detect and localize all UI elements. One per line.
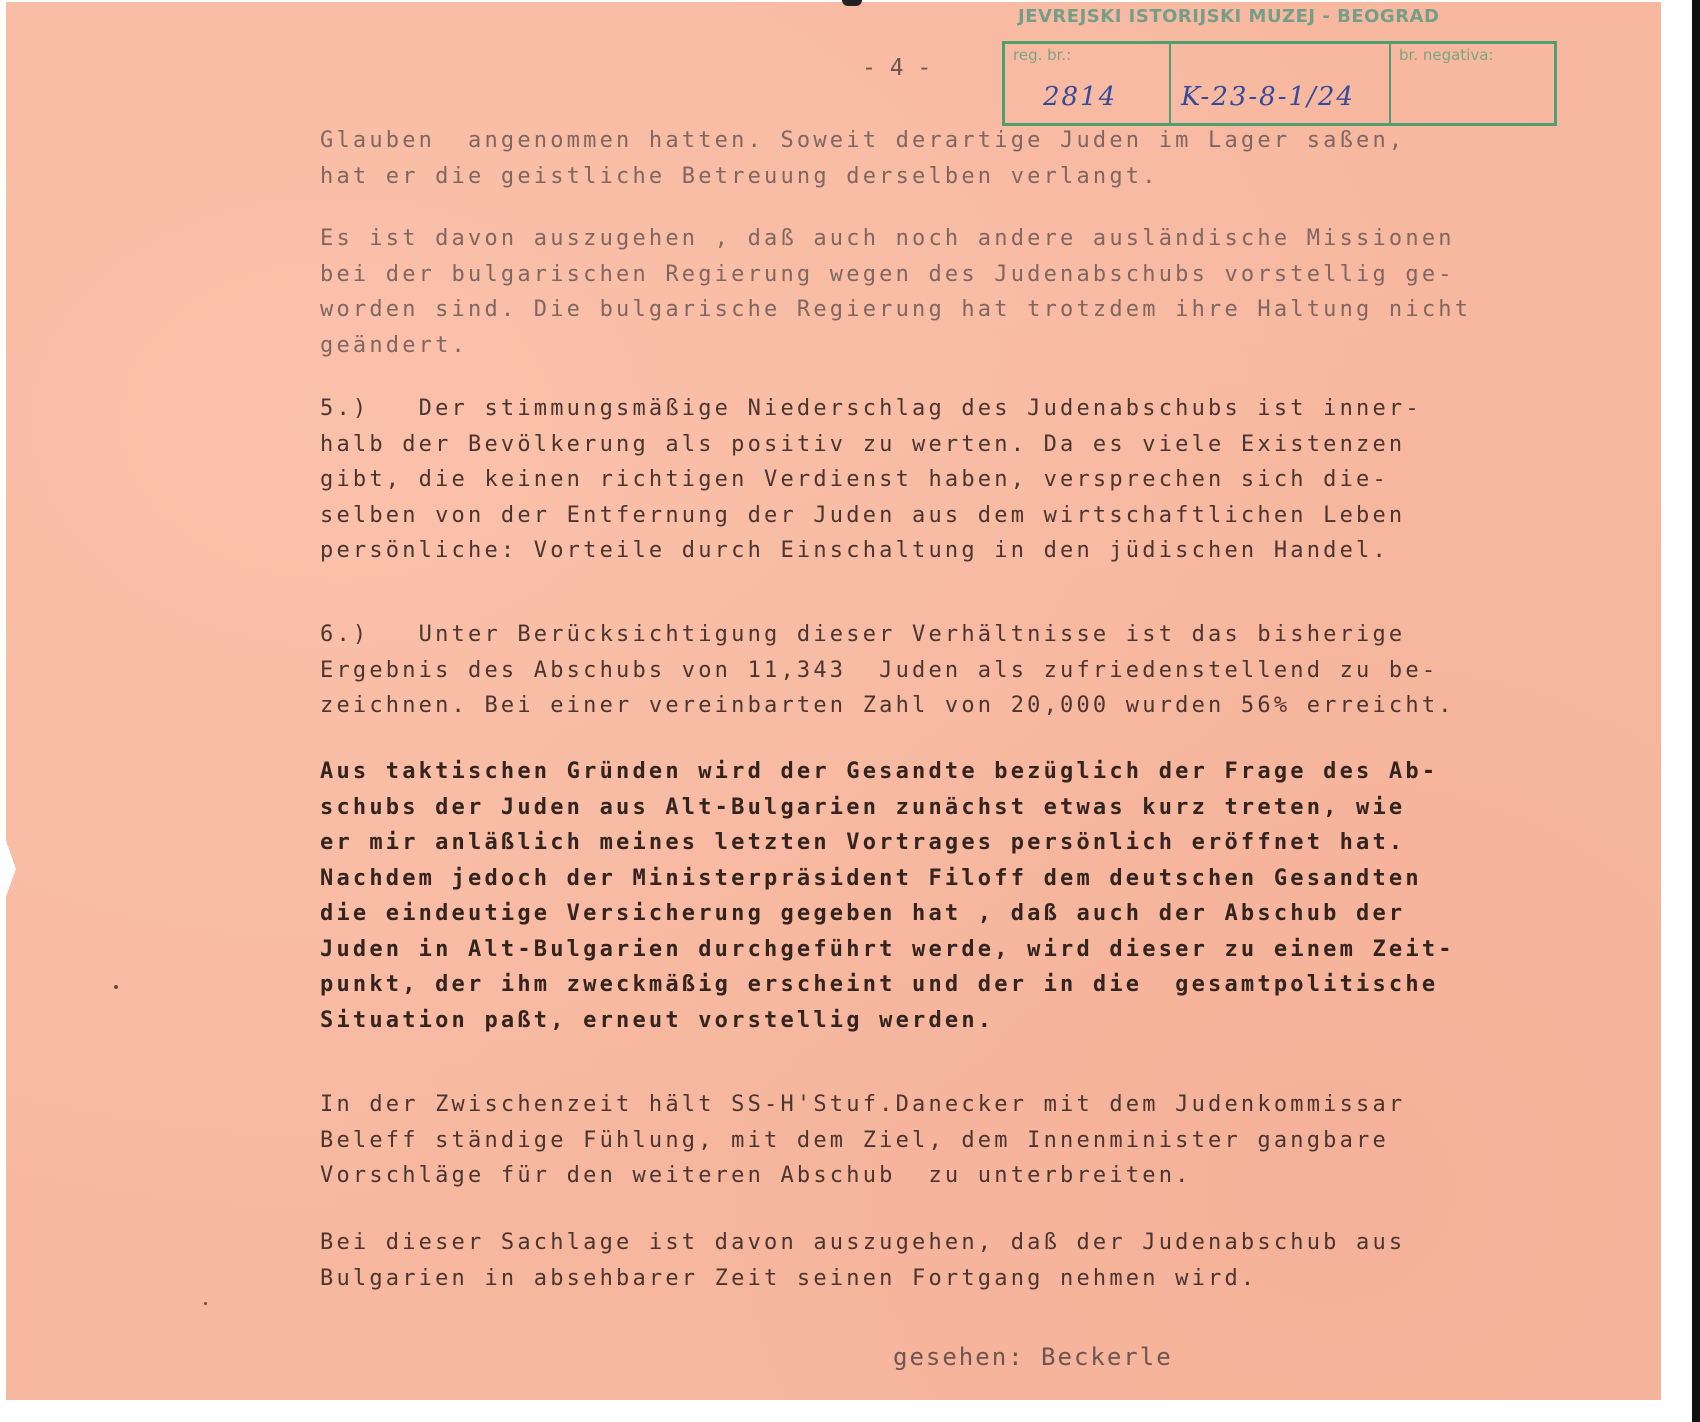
stamp-handwritten-value: 2814 <box>1043 82 1118 112</box>
text-line: Juden in Alt-Bulgarien durchgeführt werde, wird dieser zu einem Zeit- <box>320 936 1455 962</box>
paragraph-point-6 <box>320 617 1455 724</box>
text-line: hat er die geistliche Betreuung derselben verlangt. <box>320 163 1159 189</box>
stamp-handwritten-value: K-23-8-1/24 <box>1181 82 1355 112</box>
text-line: geändert. <box>320 332 469 358</box>
text-line: Ergebnis des Abschubs von 11,343 Juden als zufriedenstellend zu be- <box>320 657 1439 683</box>
paper-speck <box>204 1302 207 1305</box>
scan-mark <box>842 0 862 6</box>
text-line: schubs der Juden aus Alt-Bulgarien zunächst etwas kurz treten, wie <box>320 794 1406 820</box>
scan-edge <box>1692 0 1700 1422</box>
text-line: Vorschläge für den weiteren Abschub zu unterbreiten. <box>320 1163 1192 1188</box>
text-line: zeichnen. Bei einer vereinbarten Zahl von 20,000 wurden 56% erreicht. <box>320 693 1455 718</box>
paragraph-zwischenzeit <box>320 1087 1405 1194</box>
text-line: Bei dieser Sachlage ist davon auszugehen, daß der Judenabschub aus <box>320 1230 1406 1255</box>
text-line: 6.) Unter Berücksichtigung dieser Verhältnisse ist das bisherige <box>320 622 1406 647</box>
stamp-cell-negative-number <box>1391 44 1554 123</box>
paragraph-point-5 <box>320 391 1422 569</box>
text-line: Aus taktischen Gründen wird der Gesandte bezüglich der Frage des Ab- <box>320 759 1439 784</box>
text-line: In der Zwischenzeit hält SS-H'Stuf.Danecker mit dem Judenkommissar <box>320 1092 1406 1117</box>
text-line: Glauben angenommen hatten. Soweit derartige Juden im Lager saßen, <box>320 128 1406 153</box>
paragraph-sachlage <box>320 1225 1405 1296</box>
stamp-cell-reg-number <box>1005 44 1171 123</box>
text-line: Nachdem jedoch der Ministerpräsident Filoff dem deutschen Gesandten <box>320 865 1422 891</box>
stamp-cell-signature-code <box>1171 44 1391 123</box>
text-line: 5.) Der stimmungsmäßige Niederschlag des Judenabschubs ist inner- <box>320 396 1422 421</box>
text-line: die eindeutige Versicherung gegeben hat , daß auch der Abschub der <box>320 901 1406 926</box>
paragraph-taktisch <box>320 754 1455 1038</box>
text-line: halb der Bevölkerung als positiv zu werten. Da es viele Existenzen <box>320 431 1406 457</box>
paragraph-glauben <box>320 123 1405 194</box>
signature-line: gesehen: Beckerle <box>893 1343 1173 1371</box>
archive-stamp-header: JEVREJSKI ISTORIJSKI MUZEJ - BEOGRAD <box>1018 6 1440 27</box>
text-line: worden sind. Die bulgarische Regierung hat trotzdem ihre Haltung nicht <box>320 297 1472 322</box>
text-line: Beleff ständige Fühlung, mit dem Ziel, dem Innenminister gangbare <box>320 1127 1389 1153</box>
stamp-label: br. negativa: <box>1399 46 1494 64</box>
text-line: selben von der Entfernung der Juden aus dem wirtschaftlichen Leben <box>320 502 1406 528</box>
stamp-label: reg. br.: <box>1013 46 1072 64</box>
text-line: gibt, die keinen richtigen Verdienst haben, versprechen sich die- <box>320 467 1389 492</box>
text-line: Situation paßt, erneut vorstellig werden. <box>320 1007 995 1033</box>
text-line: er mir anläßlich meines letzten Vortrages persönlich eröffnet hat. <box>320 830 1406 855</box>
text-line: Bulgarien in absehbarer Zeit seinen Fortgang nehmen wird. <box>320 1265 1258 1291</box>
archive-registration-stamp <box>1002 41 1557 126</box>
paper-speck <box>114 985 118 989</box>
text-line: bei der bulgarischen Regierung wegen des Judenabschubs vorstellig ge- <box>320 261 1455 287</box>
paragraph-missionen <box>320 221 1471 363</box>
text-line: punkt, der ihm zweckmäßig erscheint und der in die gesamtpolitische <box>320 972 1439 997</box>
text-line: persönliche: Vorteile durch Einschaltung in den jüdischen Handel. <box>320 538 1389 563</box>
text-line: Es ist davon auszugehen , daß auch noch andere ausländische Missionen <box>320 226 1455 251</box>
page-number: - 4 - <box>862 55 932 81</box>
